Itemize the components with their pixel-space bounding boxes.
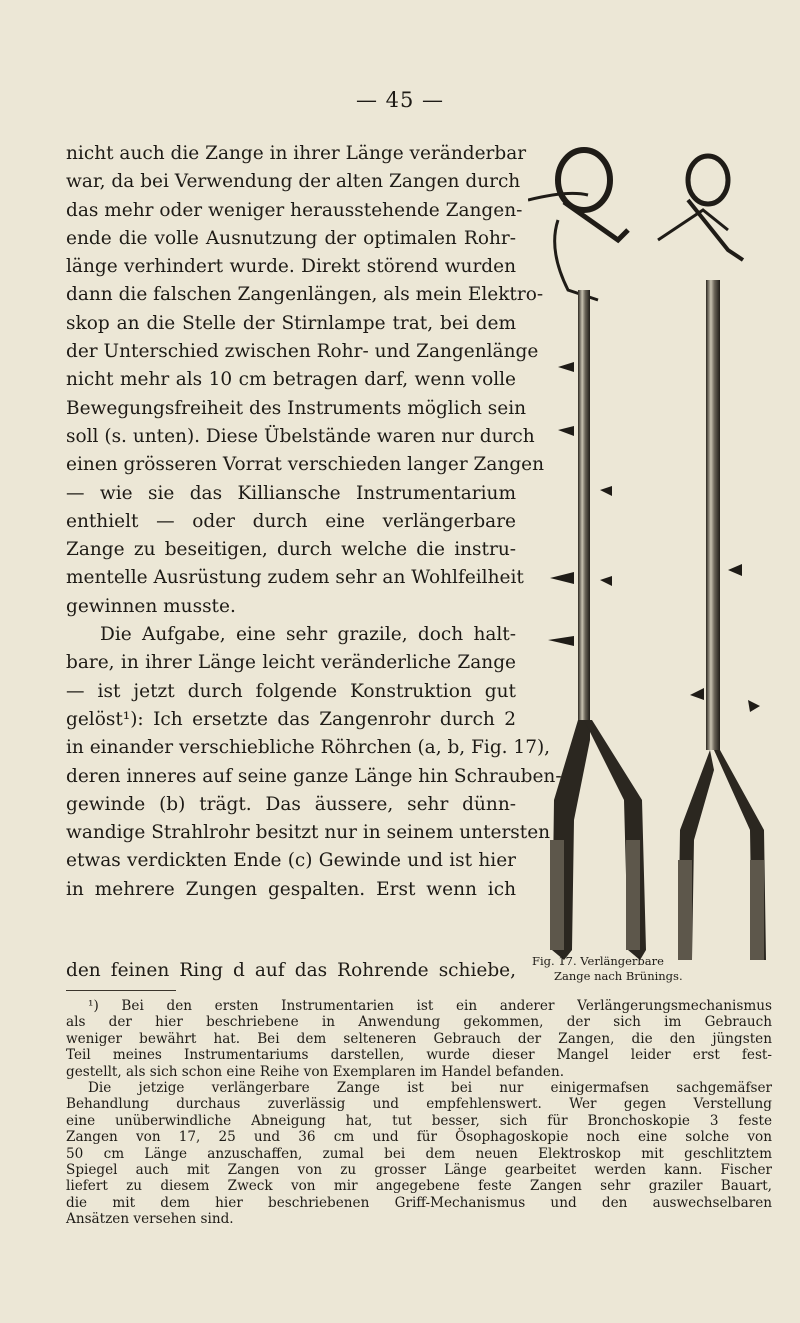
footnote-divider [66, 990, 176, 991]
text-line: soll (s. unten). Diese Übelstände waren nur durch [66, 425, 535, 447]
text-line: nicht mehr als 10 cm betragen darf, wenn volle [66, 369, 516, 391]
text-line: Zange zu beseitigen, durch welche die instru- [66, 539, 516, 561]
text-line: gelöst¹): Ich ersetzte das Zangenrohr durch 2 [66, 708, 516, 730]
text-line: gewinnen musste. [66, 595, 236, 617]
text-line-last: den feinen Ring d auf das Rohrende schiebe, [66, 960, 516, 981]
footnote-line: Ansätzen versehen sind. [66, 1211, 234, 1228]
figure-forceps-illustration [528, 140, 778, 970]
figure-caption [532, 954, 792, 984]
text-line: — wie sie das Killiansche Instrumentarium [66, 482, 516, 504]
footnote-line: Spiegel auch mit Zangen von zu grosser Länge gearbeitet werden kann. Fischer [66, 1162, 772, 1179]
text-line: wandige Strahlrohr besitzt nur in seinem untersten [66, 822, 551, 844]
footnote-line: die mit dem hier beschriebenen Griff-Mechanismus und den auswechselbaren [66, 1194, 772, 1211]
forceps-tube-left [578, 290, 590, 720]
text-line: war, da bei Verwendung der alten Zangen durch [66, 171, 521, 193]
text-line: das mehr oder weniger herausstehende Zangen- [66, 199, 523, 221]
footnote-line: gestellt, als sich schon eine Reihe von Exemplaren im Handel befanden. [66, 1063, 565, 1080]
text-line: Bewegungsfreiheit des Instruments möglich sein [66, 397, 527, 419]
forceps-handle [528, 150, 628, 300]
footnote-line: Zangen von 17, 25 und 36 cm und für Ösophagoskopie noch eine solche von [66, 1129, 772, 1146]
footnotes [66, 998, 772, 1228]
text-line: in einander verschiebliche Röhrchen (a, b, Fig. 17), [66, 737, 551, 759]
footnote-line: Behandlung durchaus zuverlässig und empfehlenswert. Wer gegen Verstellung [66, 1096, 772, 1113]
text-line: deren inneres auf seine ganze Länge hin Schrauben- [66, 765, 562, 787]
footnote-line: 50 cm Länge anzuschaffen, zumal bei dem neuen Elektroskop mit geschlitztem [66, 1145, 772, 1162]
footnote-line: weniger bewährt hat. Bei dem selteneren Gebrauch der Zangen, die den jüngsten [66, 1030, 772, 1047]
forceps-tube-right [706, 280, 720, 750]
text-line: nicht auch die Zange in ihrer Länge veränderbar [66, 143, 527, 164]
text-line: einen grösseren Vorrat verschieden langer Zangen [66, 454, 545, 476]
body-text [66, 140, 562, 904]
text-line: enthielt — oder durch eine verlängerbare [66, 510, 516, 532]
text-line: Die Aufgabe, eine sehr grazile, doch halt- [100, 624, 516, 646]
footnote-line: Die jetzige verlängerbare Zange ist bei nur einigermafsen sachgemäfser [88, 1080, 772, 1097]
text-line: ende die volle Ausnutzung der optimalen Rohr- [66, 227, 516, 249]
figure-caption-line: Fig. 17. Verlängerbare [532, 954, 664, 968]
text-line: mentelle Ausrüstung zudem sehr an Wohlfeilheit [66, 567, 524, 589]
footnote-line: als der hier beschriebene in Anwendung gekommen, der sich im Gebrauch [66, 1014, 772, 1031]
footnote-line: Teil meines Instrumentariums darstellen, wurde dieser Mangel leider erst fest- [66, 1047, 772, 1064]
text-line: — ist jetzt durch folgende Konstruktion gut [66, 680, 516, 702]
text-line: etwas verdickten Ende (c) Gewinde und ist hier [66, 850, 516, 872]
footnote-line: liefert zu diesem Zweck von mir angegebene feste Zangen sehr graziler Bauart, [66, 1178, 772, 1195]
text-line: in mehrere Zungen gespalten. Erst wenn ich [66, 878, 516, 900]
text-line: dann die falschen Zangenlängen, als mein Elektro- [66, 284, 544, 306]
text-line: bare, in ihrer Länge leicht veränderliche Zange [66, 652, 516, 674]
forceps-handle-right [658, 156, 743, 260]
text-line: skop an die Stelle der Stirnlampe trat, bei dem [66, 312, 516, 334]
text-line: gewinde (b) trägt. Das äussere, sehr dünn- [66, 793, 516, 815]
footnote-line: eine unüberwindliche Abneigung hat, tut besser, sich für Bronchoskopie 3 feste [66, 1112, 772, 1129]
text-line: länge verhindert wurde. Direkt störend wurden [66, 256, 516, 278]
page-number: — 45 — [355, 88, 445, 112]
figure-caption-line: Zange nach Brünings. [554, 969, 683, 983]
footnote-line: ¹) Bei den ersten Instrumentarien ist ein anderer Verlängerungsmechanismus [88, 998, 772, 1014]
text-line: der Unterschied zwischen Rohr- und Zangenlänge [66, 341, 539, 363]
